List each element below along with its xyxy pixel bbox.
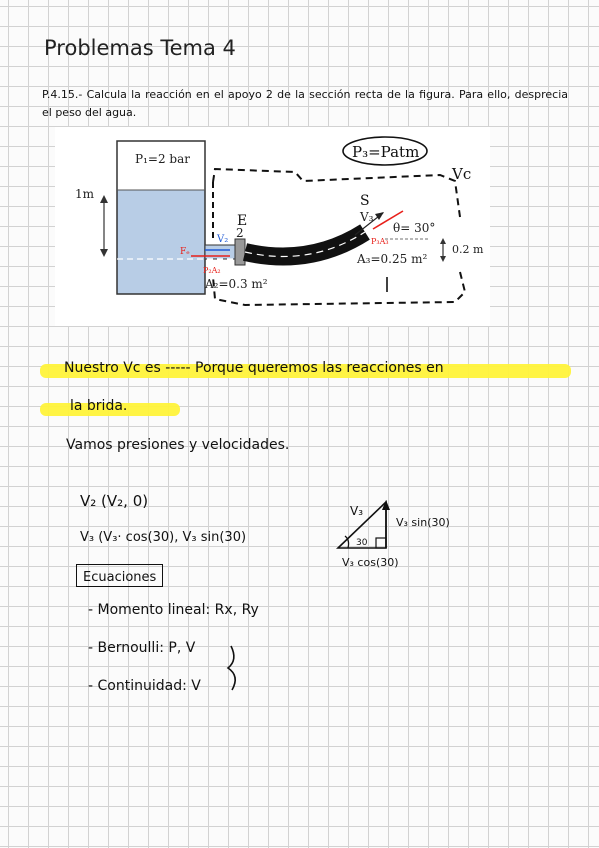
page-title: Problemas Tema 4 [44, 36, 236, 60]
ecuaciones-label: Ecuaciones [83, 570, 157, 585]
label-02m: 0.2 m [452, 243, 484, 256]
dim-02-arrow-down [440, 256, 446, 262]
label-a3: A₃=0.25 m² [357, 252, 428, 266]
label-a2: A₂=0.3 m² [205, 277, 268, 291]
label-e: E [237, 213, 248, 229]
dim-1m-arrow-down [100, 249, 108, 257]
note-eq3: - Continuidad: V [88, 678, 201, 694]
tank-water [117, 190, 205, 294]
note-line3: Vamos presiones y velocidades. [66, 437, 290, 453]
note-line2: la brida. [70, 398, 128, 414]
label-1m: 1m [75, 187, 95, 201]
triangle-angle-label: 30 [356, 538, 368, 548]
figure-svg [55, 127, 490, 326]
label-s: S [360, 193, 370, 209]
note-v3-vector: V₃ (V₃· cos(30), V₃ sin(30) [80, 530, 247, 545]
outlet-pipe [205, 245, 237, 259]
label-2: 2 [236, 226, 244, 240]
flange [235, 239, 245, 265]
label-v2: V₂ [217, 234, 229, 245]
note-eq1: - Momento lineal: Rx, Ry [88, 602, 259, 618]
triangle-vert-label: V₃ sin(30) [396, 516, 450, 529]
label-p1: P₁=2 bar [135, 152, 190, 166]
label-pa2: P₂A₂ [203, 266, 221, 275]
note-eq2: - Bernoulli: P, V [88, 640, 196, 656]
curved-pipe [245, 232, 365, 257]
note-line1: Nuestro Vc es ----- Porque queremos las reacciones en [64, 360, 444, 376]
label-theta: θ= 30° [393, 221, 436, 235]
label-p3: P₃=Patm [352, 143, 420, 161]
triangle-base-label: V₃ cos(30) [342, 556, 399, 569]
label-fe: Fₑ [180, 247, 190, 257]
label-p3a3: P₃A₃ [371, 237, 389, 246]
triangle-hyp-label: V₃ [350, 504, 364, 518]
note-v2-vector: V₂ (V₂, 0) [80, 492, 149, 510]
dim-02-arrow-up [440, 238, 446, 244]
dim-1m-arrow-up [100, 195, 108, 203]
ecuaciones-box [76, 564, 163, 587]
problem-figure [55, 127, 490, 326]
label-v3: V₃ [360, 210, 374, 224]
label-vc: Vc [452, 165, 472, 183]
control-volume-top [213, 169, 460, 217]
problem-statement: P.4.15.- Calcula la reacción en el apoyo 2 de la sección recta de la figura. Para ello, desprecia el peso del agua. [42, 88, 568, 119]
